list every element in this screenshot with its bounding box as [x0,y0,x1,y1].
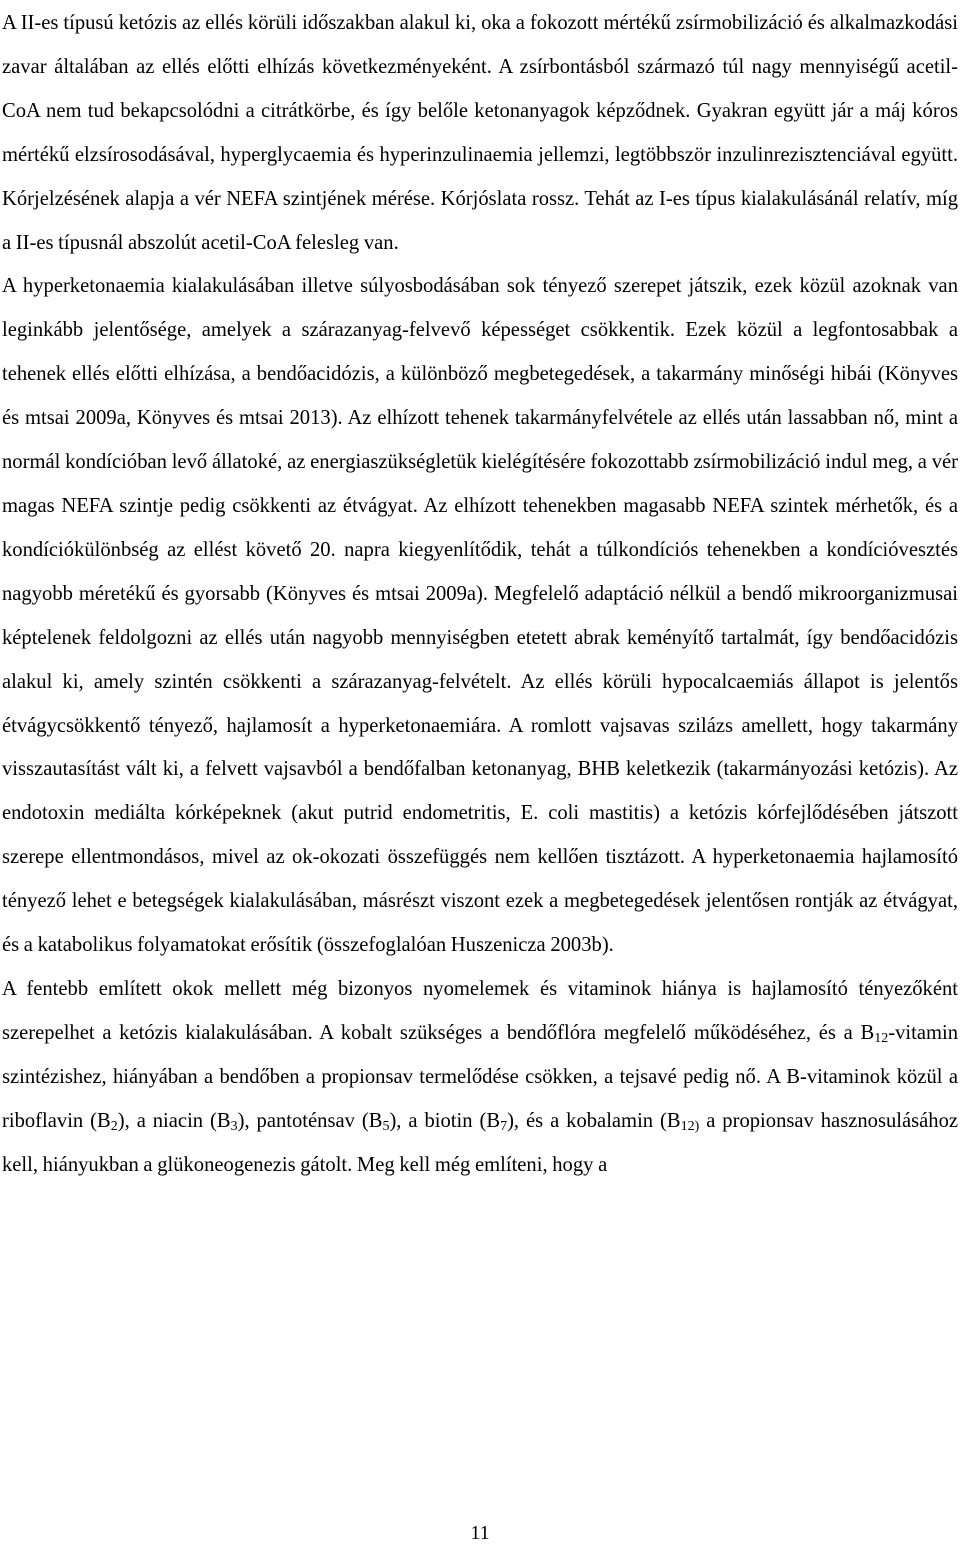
paragraph-ketosis-type-2 [2,2,958,265]
subscript-b3: 3 [230,1118,238,1134]
document-page [2,0,958,1551]
paragraph-hyperketonaemia-factors [2,265,958,968]
subscript-b12: 12 [874,1030,889,1046]
paragraph-trace-elements-vitamins [2,968,958,1188]
paragraph-text: A hyperketonaemia kialakulásában illetve súlyosbodásában sok tényező szerepet játszik, ezek közül azoknak van leginkább jelentősége, amelyek a szárazanyag-felvevő képességet csökkentik. Ezek közül a legfontosabbak a tehenek ellés előtti elhízása, a bendőacidózis, a különböző megbetegedések, a takarmány minőségi hibái (Könyves és mtsai 2009a, Könyves és mtsai 2013). Az elhízott tehenek takarmányfelvétele az ellés után lassabban nő, mint a normál kondícióban levő állatoké, az energiaszükségletük kielégítésére fokozottabb zsírmobilizáció indul meg, a vér magas NEFA szintje pedig csökkenti az étvágyat. Az elhízott tehenekben magasabb NEFA szintek mérhetők, és a kondíciókülönbség az ellést követő 20. napra kiegyenlítődik, tehát a túlkondíciós tehenekben a kondícióvesztés nagyobb méretékű és gyorsabb (Könyves és mtsai 2009a). Megfelelő adaptáció nélkül a bendő mikroorganizmusai képtelenek feldolgozni az ellés után nagyobb mennyiségben etetett abrak keményítő tartalmát, így bendőacidózis alakul ki, amely szintén csökkenti a szárazanyag-felvételt. Az ellés körüli hypocalcaemiás állapot is jelentős étvágycsökkentő tényező, hajlamosít a hyperketonaemiára. A romlott vajsavas szilázs amellett, hogy takarmány visszautasítást vált ki, a felvett vajsavból a bendőfalban ketonanyag, BHB keletkezik (takarmányozási ketózis). Az endotoxin mediálta kórképeknek (akut putrid endometritis, E. coli mastitis) a ketózis kórfejlődésében játszott szerepe ellentmondásos, mivel az ok-okozati összefüggés nem kellően tisztázott. A hyperketonaemia hajlamosító tényező lehet e betegségek kialakulásában, másrészt viszont ezek a megbetegedések jelentősen rontják az étvágyat, és a katabolikus folyamatokat erősítik (összefoglalóan Huszenicza 2003b). [2,275,958,957]
paragraph-text: A fentebb említett okok mellett még bizonyos nyomelemek és vitaminok hiánya is hajlamosító tényezőként szerepelhet a ketózis kialakulásában. A kobalt szükséges a bendőflóra megfelelő működéséhez, és a B [2,977,958,1044]
subscript-b12-cobalamin: 12) [680,1118,700,1134]
paragraph-text: ), pantoténsav (B [237,1109,383,1132]
subscript-b5: 5 [382,1118,390,1134]
paragraph-text: ), a biotin (B [389,1109,501,1132]
page-number: 11 [470,1522,490,1544]
paragraph-text: a propionsav hasznosulásához kell, hiányukban a glükoneogenezis gátolt. Meg kell még említeni, hogy a [2,1109,959,1176]
paragraph-text: -vitamin szintézishez, hiányában a bendőben a propionsav termelődése csökken, a tejsavé pedig nő. A B-vitaminok közül a riboflavin (B [2,1021,958,1132]
paragraph-text: A II-es típusú ketózis az ellés körüli időszakban alakul ki, oka a fokozott mértékű zsírmobilizáció és alkalmazkodási zavar általában az ellés előtti elhízás következményeként. A zsírbontásból származó túl nagy mennyiségű acetil-CoA nem tud bekapcsolódni a citrátkörbe, és így belőle ketonanyagok képződnek. Gyakran együtt jár a máj kóros mértékű elzsírosodásával, hyperglycaemia és hyperinzulinaemia jellemzi, legtöbbször inzulinrezisztenciával együtt. Kórjelzésének alapja a vér NEFA szintjének mérése. Kórjóslata rossz. Tehát az I-es típus kialakulásánál relatív, míg a II-es típusnál abszolút acetil-CoA felesleg van. [2,12,958,254]
subscript-b2: 2 [110,1118,118,1134]
paragraph-text: ), és a kobalamin (B [507,1109,681,1132]
subscript-b7: 7 [500,1118,508,1134]
text-body [2,2,958,1187]
paragraph-text: ), a niacin (B [117,1109,231,1132]
